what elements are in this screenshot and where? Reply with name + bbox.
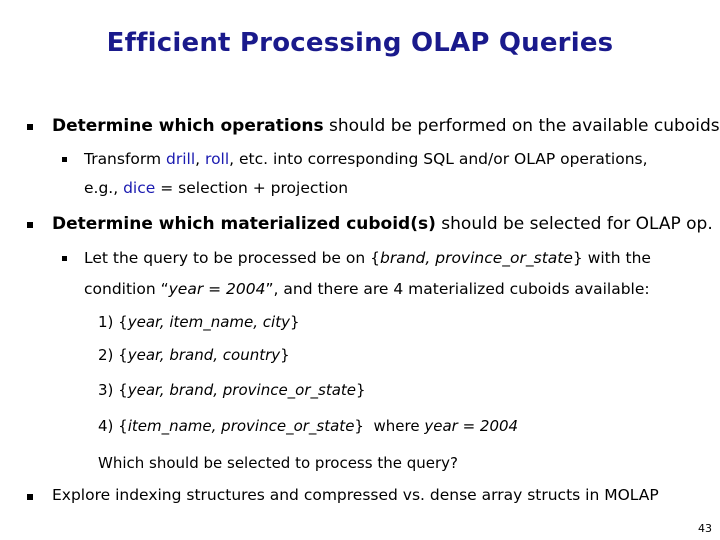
page-number: 43 [698,522,712,535]
sub-bullet-2-line2 [84,280,650,298]
text: 1) { [98,313,128,331]
text: year = 2004 [424,417,519,435]
sub-bullet-1-line1 [84,150,648,168]
text: } [289,313,300,331]
roll-term: roll [205,150,230,168]
text: } [280,346,290,364]
cuboid-item-1 [98,313,300,331]
text: year, brand, province_or_state [127,381,357,399]
slide-title: Efficient Processing OLAP Queries [106,28,614,58]
sub-bullet-2-line1 [84,249,651,267]
bullet-3: Explore indexing structures and compressed vs. dense array structs in MOLAP [52,486,659,504]
text: 4) { [98,417,128,435]
text: } with the [572,249,651,267]
bullet-marker-3 [27,494,33,500]
bullet-marker-1 [27,124,33,130]
bullet-1-bold: Determine which operations [52,116,324,136]
text: item_name, province_or_state [127,417,355,435]
bullet-1-rest: should be performed on the available cuboids [323,116,720,136]
text: year, brand, country [127,346,281,364]
text: ”, and there are 4 materialized cuboids available: [265,280,650,298]
query-condition: year = 2004 [168,280,266,298]
text: 3) { [98,381,128,399]
text: condition “ [84,280,169,298]
text: Transform [84,150,167,168]
text: year, item_name, city [127,313,290,331]
cuboid-item-2 [98,346,290,364]
bullet-2 [52,214,713,234]
sub-bullet-marker-2 [62,256,67,261]
text: Let the query to be processed be on { [84,249,380,267]
question-text: Which should be selected to process the query? [98,454,458,472]
text: where [363,417,425,435]
text: , [195,150,206,168]
text: , etc. into corresponding SQL and/or OLAP operations, [229,150,648,168]
query-set: brand, province_or_state [380,249,573,267]
text: e.g., [84,179,124,197]
cuboid-item-3 [98,381,366,399]
dice-term: dice [123,179,156,197]
bullet-2-rest: should be selected for OLAP op. [435,214,713,234]
text: 2) { [98,346,128,364]
text: = selection + projection [155,179,349,197]
cuboid-item-4 [98,417,518,435]
text: } [356,381,366,399]
sub-bullet-1-line2 [84,179,348,197]
drill-term: drill [166,150,196,168]
sub-bullet-marker-1 [62,157,67,162]
bullet-marker-2 [27,222,33,228]
text: } [354,417,364,435]
bullet-1 [52,116,720,136]
bullet-2-bold: Determine which materialized cuboid(s) [52,214,436,234]
